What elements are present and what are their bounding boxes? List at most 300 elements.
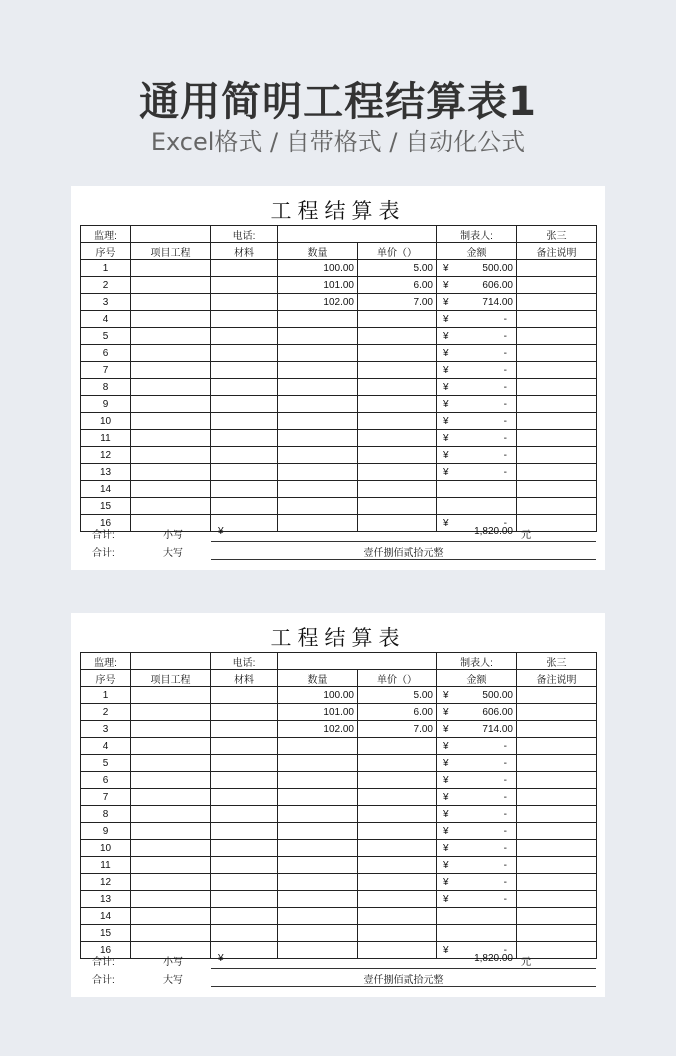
row-notes bbox=[517, 294, 597, 311]
total-amount: 1,820.00 bbox=[474, 953, 513, 964]
row-qty bbox=[278, 789, 358, 806]
row-project bbox=[131, 464, 211, 481]
row-amount bbox=[437, 413, 517, 430]
total-label-2: 合计: bbox=[92, 975, 115, 986]
row-notes bbox=[517, 806, 597, 823]
yen-sign: ¥ bbox=[443, 689, 449, 701]
row-amount bbox=[437, 277, 517, 294]
row-material bbox=[211, 447, 278, 464]
yen-sign: ¥ bbox=[443, 876, 449, 888]
table-row bbox=[81, 362, 597, 379]
supervisor-value bbox=[131, 653, 211, 670]
maker-value: 张三 bbox=[517, 653, 597, 670]
yen-sign: ¥ bbox=[443, 347, 449, 359]
row-notes bbox=[517, 345, 597, 362]
row-no: 6 bbox=[81, 345, 131, 362]
total-small-row bbox=[80, 951, 596, 969]
total-unit: 元 bbox=[521, 957, 531, 968]
header-row bbox=[81, 243, 597, 260]
row-material bbox=[211, 396, 278, 413]
row-amount bbox=[437, 738, 517, 755]
row-price bbox=[358, 857, 437, 874]
row-project bbox=[131, 260, 211, 277]
row-material bbox=[211, 874, 278, 891]
row-no: 10 bbox=[81, 413, 131, 430]
row-amount bbox=[437, 481, 517, 498]
table-row bbox=[81, 379, 597, 396]
row-qty bbox=[278, 413, 358, 430]
row-material bbox=[211, 772, 278, 789]
row-price bbox=[358, 328, 437, 345]
row-amount bbox=[437, 328, 517, 345]
yen-sign: ¥ bbox=[443, 517, 449, 529]
row-no: 5 bbox=[81, 755, 131, 772]
table-row bbox=[81, 908, 597, 925]
row-qty bbox=[278, 891, 358, 908]
row-material bbox=[211, 721, 278, 738]
row-notes bbox=[517, 925, 597, 942]
yen-sign: ¥ bbox=[443, 774, 449, 786]
row-price: 5.00 bbox=[358, 687, 437, 704]
row-notes bbox=[517, 311, 597, 328]
row-project bbox=[131, 738, 211, 755]
col-header-material: 材料 bbox=[211, 670, 278, 687]
row-project bbox=[131, 925, 211, 942]
supervisor-value bbox=[131, 226, 211, 243]
yen-sign: ¥ bbox=[443, 466, 449, 478]
col-header-price: 单价（） bbox=[358, 243, 437, 260]
col-header-project: 项目工程 bbox=[131, 243, 211, 260]
row-price bbox=[358, 925, 437, 942]
maker-label: 制表人: bbox=[437, 653, 517, 670]
total-in-words: 壹仟捌佰贰拾元整 bbox=[363, 548, 444, 559]
row-notes bbox=[517, 498, 597, 515]
yen-sign: ¥ bbox=[443, 893, 449, 905]
row-material bbox=[211, 806, 278, 823]
row-price bbox=[358, 396, 437, 413]
row-price bbox=[358, 738, 437, 755]
table-row bbox=[81, 413, 597, 430]
row-qty bbox=[278, 311, 358, 328]
amount-value: - bbox=[503, 757, 507, 769]
maker-value: 张三 bbox=[517, 226, 597, 243]
row-project bbox=[131, 311, 211, 328]
row-material bbox=[211, 840, 278, 857]
total-label: 合计: bbox=[92, 957, 115, 968]
amount-value: - bbox=[503, 774, 507, 786]
amount-value: 500.00 bbox=[482, 262, 513, 274]
row-price bbox=[358, 379, 437, 396]
row-price: 6.00 bbox=[358, 277, 437, 294]
row-amount bbox=[437, 874, 517, 891]
total-big-row bbox=[80, 969, 596, 987]
row-material bbox=[211, 738, 278, 755]
row-qty bbox=[278, 755, 358, 772]
table-row bbox=[81, 789, 597, 806]
row-material bbox=[211, 277, 278, 294]
supervisor-label: 监理: bbox=[81, 226, 131, 243]
row-amount bbox=[437, 840, 517, 857]
yen-sign: ¥ bbox=[443, 449, 449, 461]
total-yen: ¥ bbox=[218, 953, 224, 964]
row-qty bbox=[278, 925, 358, 942]
row-no: 7 bbox=[81, 789, 131, 806]
row-no: 11 bbox=[81, 430, 131, 447]
row-material bbox=[211, 857, 278, 874]
amount-value: - bbox=[503, 876, 507, 888]
row-amount bbox=[437, 362, 517, 379]
col-header-project: 项目工程 bbox=[131, 670, 211, 687]
row-price bbox=[358, 447, 437, 464]
row-price bbox=[358, 464, 437, 481]
row-material bbox=[211, 311, 278, 328]
row-no: 8 bbox=[81, 379, 131, 396]
row-qty: 100.00 bbox=[278, 687, 358, 704]
row-qty bbox=[278, 379, 358, 396]
sheet-preview-1 bbox=[71, 186, 605, 570]
row-notes bbox=[517, 755, 597, 772]
row-no: 13 bbox=[81, 891, 131, 908]
yen-sign: ¥ bbox=[443, 757, 449, 769]
row-project bbox=[131, 447, 211, 464]
row-notes bbox=[517, 840, 597, 857]
row-amount bbox=[437, 311, 517, 328]
table-row bbox=[81, 925, 597, 942]
table-row bbox=[81, 891, 597, 908]
row-project bbox=[131, 721, 211, 738]
total-big-label: 大写 bbox=[163, 548, 183, 559]
table-row bbox=[81, 721, 597, 738]
phone-value bbox=[278, 226, 437, 243]
table-row bbox=[81, 294, 597, 311]
row-no: 14 bbox=[81, 908, 131, 925]
table-row bbox=[81, 447, 597, 464]
row-material bbox=[211, 481, 278, 498]
row-amount bbox=[437, 908, 517, 925]
total-small-row bbox=[80, 524, 596, 542]
table-row bbox=[81, 277, 597, 294]
amount-value: - bbox=[503, 893, 507, 905]
sheet-preview-2 bbox=[71, 613, 605, 997]
row-project bbox=[131, 704, 211, 721]
row-project bbox=[131, 379, 211, 396]
row-no: 13 bbox=[81, 464, 131, 481]
row-amount bbox=[437, 772, 517, 789]
row-price bbox=[358, 498, 437, 515]
table-row bbox=[81, 857, 597, 874]
yen-sign: ¥ bbox=[443, 859, 449, 871]
row-amount bbox=[437, 430, 517, 447]
yen-sign: ¥ bbox=[443, 296, 449, 308]
row-project bbox=[131, 413, 211, 430]
row-no: 3 bbox=[81, 294, 131, 311]
amount-value: - bbox=[503, 859, 507, 871]
amount-value: - bbox=[503, 415, 507, 427]
row-no: 15 bbox=[81, 925, 131, 942]
table-row bbox=[81, 328, 597, 345]
amount-value: - bbox=[503, 330, 507, 342]
yen-sign: ¥ bbox=[443, 364, 449, 376]
row-no: 14 bbox=[81, 481, 131, 498]
phone-value bbox=[278, 653, 437, 670]
row-price bbox=[358, 772, 437, 789]
table-row bbox=[81, 823, 597, 840]
row-notes bbox=[517, 260, 597, 277]
row-notes bbox=[517, 704, 597, 721]
row-qty bbox=[278, 738, 358, 755]
row-no: 9 bbox=[81, 823, 131, 840]
row-material bbox=[211, 789, 278, 806]
row-price bbox=[358, 789, 437, 806]
row-amount bbox=[437, 704, 517, 721]
row-notes bbox=[517, 857, 597, 874]
total-in-words: 壹仟捌佰贰拾元整 bbox=[363, 975, 444, 986]
row-no: 6 bbox=[81, 772, 131, 789]
row-notes bbox=[517, 396, 597, 413]
row-no: 3 bbox=[81, 721, 131, 738]
amount-value: - bbox=[503, 364, 507, 376]
row-qty bbox=[278, 447, 358, 464]
row-qty bbox=[278, 498, 358, 515]
total-unit: 元 bbox=[521, 530, 531, 541]
row-project bbox=[131, 362, 211, 379]
row-notes bbox=[517, 687, 597, 704]
table-body bbox=[81, 226, 597, 532]
row-amount bbox=[437, 294, 517, 311]
row-notes bbox=[517, 908, 597, 925]
row-no: 1 bbox=[81, 260, 131, 277]
yen-sign: ¥ bbox=[443, 706, 449, 718]
total-yen: ¥ bbox=[218, 526, 224, 537]
yen-sign: ¥ bbox=[443, 825, 449, 837]
row-notes bbox=[517, 464, 597, 481]
row-price bbox=[358, 840, 437, 857]
page-subtitle: Excel格式 / 自带格式 / 自动化公式 bbox=[150, 128, 526, 156]
totals-block bbox=[80, 524, 596, 560]
row-project bbox=[131, 430, 211, 447]
col-header-material: 材料 bbox=[211, 243, 278, 260]
row-amount bbox=[437, 823, 517, 840]
table-row bbox=[81, 806, 597, 823]
amount-value: - bbox=[503, 825, 507, 837]
sheet-heading: 工程结算表 bbox=[270, 626, 406, 650]
row-notes bbox=[517, 789, 597, 806]
row-no: 4 bbox=[81, 738, 131, 755]
amount-value: - bbox=[503, 740, 507, 752]
row-material bbox=[211, 925, 278, 942]
row-notes bbox=[517, 277, 597, 294]
row-amount bbox=[437, 464, 517, 481]
row-price bbox=[358, 362, 437, 379]
row-qty: 101.00 bbox=[278, 704, 358, 721]
row-no: 15 bbox=[81, 498, 131, 515]
row-amount bbox=[437, 806, 517, 823]
row-notes bbox=[517, 328, 597, 345]
row-notes bbox=[517, 447, 597, 464]
table-row bbox=[81, 704, 597, 721]
amount-value: 714.00 bbox=[482, 296, 513, 308]
yen-sign: ¥ bbox=[443, 398, 449, 410]
row-qty bbox=[278, 772, 358, 789]
col-header-qty: 数量 bbox=[278, 670, 358, 687]
phone-label: 电话: bbox=[211, 653, 278, 670]
row-notes bbox=[517, 891, 597, 908]
row-no: 12 bbox=[81, 874, 131, 891]
row-project bbox=[131, 891, 211, 908]
row-amount bbox=[437, 345, 517, 362]
row-qty bbox=[278, 806, 358, 823]
row-amount bbox=[437, 498, 517, 515]
info-row bbox=[81, 653, 597, 670]
col-header-notes: 备注说明 bbox=[517, 243, 597, 260]
row-notes bbox=[517, 772, 597, 789]
table-row bbox=[81, 687, 597, 704]
yen-sign: ¥ bbox=[443, 313, 449, 325]
total-label: 合计: bbox=[92, 530, 115, 541]
row-price bbox=[358, 311, 437, 328]
row-price bbox=[358, 891, 437, 908]
row-amount bbox=[437, 379, 517, 396]
table-row bbox=[81, 345, 597, 362]
row-no: 2 bbox=[81, 704, 131, 721]
row-price bbox=[358, 823, 437, 840]
row-amount bbox=[437, 260, 517, 277]
row-amount bbox=[437, 857, 517, 874]
settlement-table bbox=[80, 652, 597, 959]
row-no: 11 bbox=[81, 857, 131, 874]
row-qty: 100.00 bbox=[278, 260, 358, 277]
table-row bbox=[81, 311, 597, 328]
row-notes bbox=[517, 874, 597, 891]
table-row bbox=[81, 430, 597, 447]
amount-value: 714.00 bbox=[482, 723, 513, 735]
row-project bbox=[131, 823, 211, 840]
yen-sign: ¥ bbox=[443, 330, 449, 342]
yen-sign: ¥ bbox=[443, 842, 449, 854]
yen-sign: ¥ bbox=[443, 262, 449, 274]
row-qty bbox=[278, 430, 358, 447]
row-notes bbox=[517, 823, 597, 840]
row-amount bbox=[437, 789, 517, 806]
row-project bbox=[131, 908, 211, 925]
row-price bbox=[358, 874, 437, 891]
row-price bbox=[358, 755, 437, 772]
total-words-underline bbox=[211, 559, 596, 560]
amount-value: - bbox=[503, 517, 507, 529]
col-header-price: 单价（） bbox=[358, 670, 437, 687]
row-project bbox=[131, 294, 211, 311]
row-material bbox=[211, 498, 278, 515]
total-amount: 1,820.00 bbox=[474, 526, 513, 537]
row-notes bbox=[517, 721, 597, 738]
yen-sign: ¥ bbox=[443, 723, 449, 735]
yen-sign: ¥ bbox=[443, 279, 449, 291]
row-amount bbox=[437, 447, 517, 464]
row-material bbox=[211, 294, 278, 311]
row-no: 16 bbox=[81, 942, 131, 959]
row-no: 9 bbox=[81, 396, 131, 413]
row-project bbox=[131, 789, 211, 806]
row-price bbox=[358, 481, 437, 498]
amount-value: - bbox=[503, 381, 507, 393]
phone-label: 电话: bbox=[211, 226, 278, 243]
row-price: 6.00 bbox=[358, 704, 437, 721]
row-price: 5.00 bbox=[358, 260, 437, 277]
row-no: 10 bbox=[81, 840, 131, 857]
table-row bbox=[81, 498, 597, 515]
row-material bbox=[211, 379, 278, 396]
yen-sign: ¥ bbox=[443, 432, 449, 444]
row-qty bbox=[278, 345, 358, 362]
row-no: 16 bbox=[81, 515, 131, 532]
table-row bbox=[81, 738, 597, 755]
row-project bbox=[131, 755, 211, 772]
row-material bbox=[211, 362, 278, 379]
col-header-notes: 备注说明 bbox=[517, 670, 597, 687]
table-body bbox=[81, 653, 597, 959]
row-qty bbox=[278, 840, 358, 857]
row-no: 4 bbox=[81, 311, 131, 328]
row-project bbox=[131, 328, 211, 345]
row-no: 1 bbox=[81, 687, 131, 704]
header-row bbox=[81, 670, 597, 687]
row-material bbox=[211, 260, 278, 277]
row-price bbox=[358, 430, 437, 447]
row-project bbox=[131, 874, 211, 891]
row-project bbox=[131, 345, 211, 362]
total-big-label: 大写 bbox=[163, 975, 183, 986]
total-big-row bbox=[80, 542, 596, 560]
row-notes bbox=[517, 481, 597, 498]
row-amount bbox=[437, 721, 517, 738]
row-notes bbox=[517, 362, 597, 379]
row-price: 7.00 bbox=[358, 294, 437, 311]
row-price bbox=[358, 345, 437, 362]
row-material bbox=[211, 755, 278, 772]
amount-value: - bbox=[503, 466, 507, 478]
col-header-amount: 金额 bbox=[437, 243, 517, 260]
row-qty bbox=[278, 481, 358, 498]
row-qty: 102.00 bbox=[278, 294, 358, 311]
row-no: 2 bbox=[81, 277, 131, 294]
row-project bbox=[131, 857, 211, 874]
settlement-table bbox=[80, 225, 597, 532]
row-no: 5 bbox=[81, 328, 131, 345]
sheet-heading: 工程结算表 bbox=[270, 199, 406, 223]
row-material bbox=[211, 687, 278, 704]
row-no: 12 bbox=[81, 447, 131, 464]
row-project bbox=[131, 498, 211, 515]
info-row bbox=[81, 226, 597, 243]
amount-value: - bbox=[503, 791, 507, 803]
row-material bbox=[211, 891, 278, 908]
row-qty bbox=[278, 328, 358, 345]
amount-value: - bbox=[503, 313, 507, 325]
row-project bbox=[131, 396, 211, 413]
col-header-no: 序号 bbox=[81, 670, 131, 687]
row-qty bbox=[278, 362, 358, 379]
amount-value: - bbox=[503, 347, 507, 359]
row-project bbox=[131, 840, 211, 857]
table-row bbox=[81, 840, 597, 857]
table-row bbox=[81, 772, 597, 789]
supervisor-label: 监理: bbox=[81, 653, 131, 670]
page-title: 通用简明工程结算表1 bbox=[139, 79, 537, 125]
row-amount bbox=[437, 396, 517, 413]
total-small-label: 小写 bbox=[163, 530, 183, 541]
row-price: 7.00 bbox=[358, 721, 437, 738]
amount-value: - bbox=[503, 398, 507, 410]
